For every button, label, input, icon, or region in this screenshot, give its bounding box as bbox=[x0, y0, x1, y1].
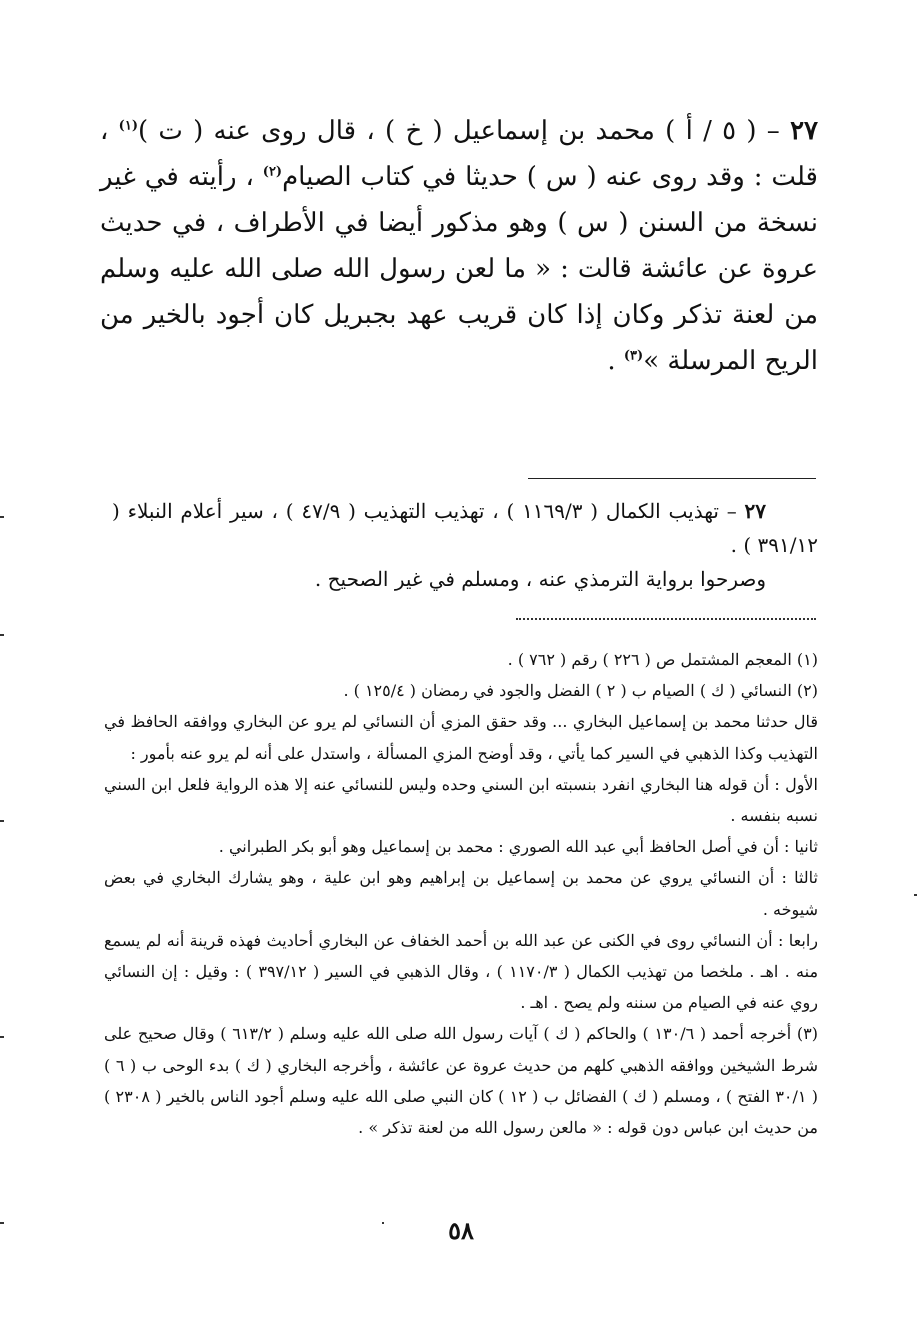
scan-mark bbox=[0, 1222, 4, 1224]
scan-mark bbox=[0, 634, 4, 636]
entry-title-end: ، bbox=[100, 116, 119, 146]
footnote-3: (٣) أخرجه أحمد ( ١٣٠/٦ ) والحاكم ( ك ) آيات رسول الله صلى الله عليه وسلم ( ٦١٣/٢ ) وقال صحيح على شرط الشيخين ووافقه الذهبي كلهم من حديث عروة عن عائشة ، وأخرجه البخاري ( ك ) بدء الوحى ب ( ٦ ) ( ٣٠/١ الفتح ) ، ومسلم ( ك ) الفضائل ب ( ١٢ ) كان النبي صلى الله عليه وسلم أجود الناس بالخير ( ٢٣٠٨ ) من حديث ابن عباس دون قوله : « مالعن رسول الله من لعنة تذكر » . bbox=[104, 1024, 819, 1138]
page-number: ٥٨ bbox=[448, 1216, 474, 1245]
commentary-line-1 bbox=[112, 494, 818, 562]
entry-title-text: – ( ٥ / أ ) محمد بن إسماعيل ( خ ) ، قال روى عنه ( ت ) bbox=[137, 116, 791, 146]
notes-divider bbox=[528, 478, 816, 479]
commentary-line-2: وصرحوا برواية الترمذي عنه ، ومسلم في غير الصحيح . bbox=[314, 567, 766, 591]
footnote-2-paragraph-c: ثانيا : أن في أصل الحافظ أبي عبد الله الصوري : محمد بن إسماعيل وهو أبو بكر الطبراني . bbox=[218, 837, 818, 857]
entry-end: . bbox=[607, 346, 624, 376]
footnote-2-paragraph-d: ثالثا : أن النسائي يروي عن محمد بن إسماعيل بن إبراهيم وهو ابن علية ، وهو يشارك البخاري في بعض شيوخه . bbox=[104, 868, 818, 919]
scan-mark bbox=[0, 820, 4, 822]
footnote-2-paragraph-a: قال حدثنا محمد بن إسماعيل البخاري ... وقد حقق المزي أن النسائي لم يرو عن البخاري ووافقه الحافظ في التهذيب وكذا الذهبي في السير كما يأتي ، وقد أوضح المزي المسألة ، واستدل على أنه لم يرو عنه بأمور : bbox=[104, 712, 818, 763]
footnote-2: (٢) النسائي ( ك ) الصيام ب ( ٢ ) الفضل والجود في رمضان ( ١٢٥/٤ ) . bbox=[343, 681, 818, 701]
footnote-ref-1: (١) bbox=[118, 118, 138, 134]
scan-mark bbox=[0, 1036, 4, 1038]
commentary-number: ٢٧ bbox=[744, 499, 766, 523]
footnotes bbox=[104, 644, 818, 1143]
main-entry bbox=[100, 108, 818, 384]
footnote-2-paragraph-e: رابعا : أن النسائي روى في الكنى عن عبد الله بن أحمد الخفاف عن البخاري أحاديث فهذه قرينة أنه لم يسمع منه . اهـ . ملخصا من تهذيب الكمال ( ١١٧٠/٣ ) ، وقال الذهبي في السير ( ٣٩٧/١٢ ) : وقيل : إن النسائي روي عنه في الصيام من سننه ولم يصح . اهـ . bbox=[104, 930, 819, 1013]
entry-body-text: قلت : وقد روى عنه ( س ) حديثا في كتاب الصيام bbox=[282, 162, 818, 192]
scan-mark bbox=[0, 516, 4, 518]
entry-number: ٢٧ bbox=[790, 116, 818, 146]
scan-mark bbox=[382, 1222, 384, 1224]
entry-paragraph bbox=[100, 108, 818, 384]
commentary-block bbox=[112, 494, 818, 596]
footnote-ref-3: (٣) bbox=[623, 348, 644, 364]
footnotes-divider bbox=[516, 618, 816, 620]
footnote-1: (١) المعجم المشتمل ص ( ٢٢٦ ) رقم ( ٧٦٢ ) . bbox=[507, 650, 818, 669]
commentary-sources: – تهذيب الكمال ( ١١٦٩/٣ ) ، تهذيب التهذيب ( ٤٧/٩ ) ، سير أعلام النبلاء ( ٣٩١/١٢ ) . bbox=[112, 499, 818, 557]
footnote-2-paragraph-b: الأول : أن قوله هنا البخاري انفرد بنسبته ابن السني وحده وليس للنسائي عنه إلا هذه الرواية فلعل ابن السني نسبه بنفسه . bbox=[104, 774, 818, 826]
footnote-ref-2: (٢) bbox=[262, 164, 283, 180]
scan-mark bbox=[914, 894, 917, 896]
entry-body-continued: ، رأيته في غير نسخة من السنن ( س ) وهو مذكور أيضا في الأطراف ، في حديث عروة عن عائشة قالت : « ما لعن رسول الله صلى الله عليه وسلم من لعنة تذكر وكان إذا كان قريب عهد بجبريل كان أجود بالخير من الريح المرسلة » bbox=[100, 162, 818, 376]
